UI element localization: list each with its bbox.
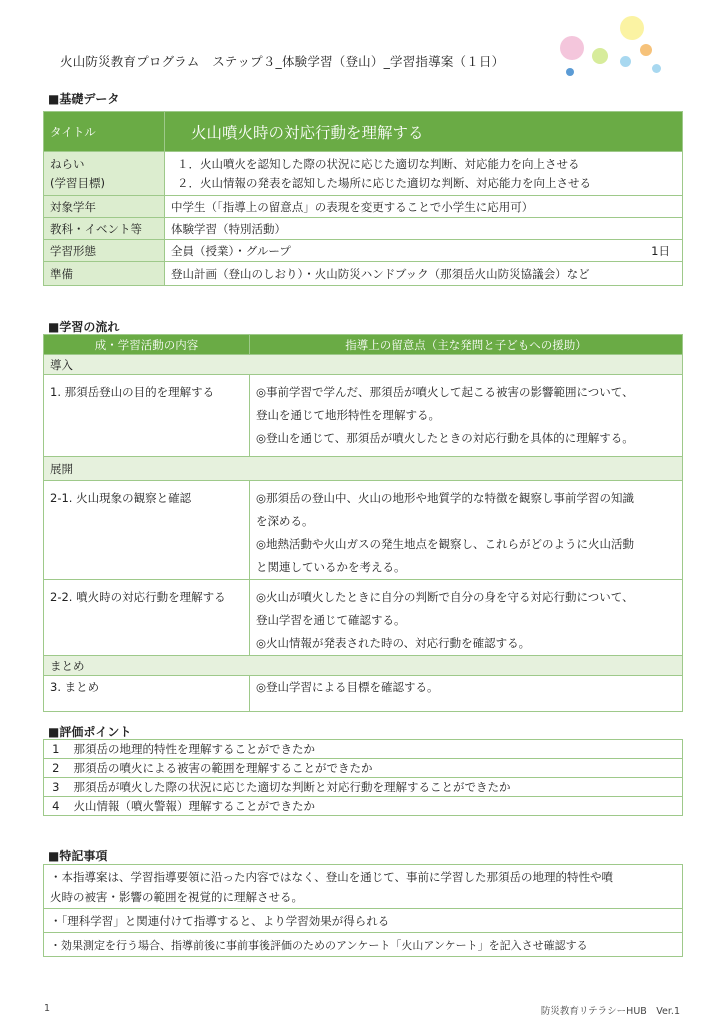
basic-value (165, 240, 683, 262)
basic-row-aim (44, 152, 683, 196)
flow-section-row (44, 656, 683, 676)
evaluation-text: 那須岳が噴火した際の状況に応じた適切な判断と対応行動を理解することができたか (68, 778, 683, 797)
flow-row (44, 481, 683, 580)
decor-dot-yellow (620, 16, 644, 40)
flow-note: 登山を通じて地形特性を理解する。 (256, 408, 440, 422)
basic-row-prep (44, 262, 683, 286)
note-row (44, 865, 683, 909)
basic-value: 登山計画（登山のしおり）・火山防災ハンドブック（那須岳火山防災協議会）など (165, 262, 683, 286)
basic-value: 中学生（「指導上の留意点」の表現を変更することで小学生に応用可） (165, 196, 683, 218)
flow-section-row (44, 355, 683, 375)
section-heading-basic: ■基礎データ (48, 92, 120, 106)
decor-dot-blue (566, 68, 574, 76)
flow-note: ◎登山を通じて、那須岳が噴火したときの対応行動を具体的に理解する。 (256, 431, 634, 445)
note-text: ・「理科学習」と関連付けて指導すると、より学習効果が得られる (44, 909, 683, 933)
flow-note: ◎那須岳の登山中、火山の地形や地質学的な特徴を観察し事前学習の知識 (256, 491, 635, 505)
basic-row-form (44, 240, 683, 262)
flow-row (44, 676, 683, 712)
flow-col-activity: 成・学習活動の内容 (44, 335, 250, 355)
aim-1: １．火山噴火を認知した際の状況に応じた適切な判断、対応能力を向上させる (177, 156, 580, 171)
basic-label: タイトル (44, 112, 165, 152)
section-heading-notes: ■特記事項 (48, 849, 108, 863)
basic-row-subject (44, 218, 683, 240)
basic-label: 教科・イベント等 (44, 218, 165, 240)
basic-label: 対象学年 (44, 196, 165, 218)
flow-note: と関連しているかを考える。 (256, 560, 406, 574)
document-title: 火山防災教育プログラム ステップ３_体験学習（登山）_学習指導案（１日） (60, 54, 505, 69)
evaluation-row (44, 740, 683, 759)
flow-activity: 2-2. 噴火時の対応行動を理解する (44, 580, 250, 656)
flow-note: ◎事前学習で学んだ、那須岳が噴火して起こる被害の影響範囲について、 (256, 385, 634, 399)
flow-notes (250, 375, 683, 457)
flow-activity: 1. 那須岳登山の目的を理解する (44, 375, 250, 457)
basic-value: 体験学習（特別活動） (165, 218, 683, 240)
note-line: 火時の被害・影響の範囲を視覚的に理解させる。 (50, 889, 303, 904)
flow-section-row (44, 457, 683, 481)
evaluation-table (43, 739, 683, 816)
evaluation-text: 火山情報（噴火警報）理解することができたか (68, 797, 683, 816)
note-row (44, 933, 683, 957)
evaluation-number: 2 (44, 759, 68, 778)
notes-table (43, 864, 683, 957)
evaluation-row (44, 797, 683, 816)
flow-section-dev: 展開 (44, 457, 683, 481)
flow-col-notes: 指導上の留意点（主な発問と子どもへの援助） (250, 335, 683, 355)
flow-header-row (44, 335, 683, 355)
flow-notes (250, 481, 683, 580)
duration-value: 1日 (651, 243, 670, 258)
aim-2: ２．火山情報の発表を認知した場所に応じた適切な判断、対応能力を向上させる (177, 175, 591, 190)
decor-dot-orange (640, 44, 652, 56)
evaluation-text: 那須岳の噴火による被害の範囲を理解することができたか (68, 759, 683, 778)
lesson-title: 火山噴火時の対応行動を理解する (165, 112, 683, 152)
basic-label: 学習形態 (44, 240, 165, 262)
learning-flow-table (43, 334, 683, 712)
evaluation-number: 1 (44, 740, 68, 759)
form-value: 全員（授業）・グループ (171, 243, 291, 258)
basic-label (44, 152, 165, 196)
footer-brand: 防災教育リテラシーHUB Ver.1 (540, 1006, 680, 1017)
note-row (44, 909, 683, 933)
evaluation-row (44, 759, 683, 778)
aim-label: ねらい (50, 156, 85, 171)
flow-note: 登山学習を通じて確認する。 (256, 613, 406, 627)
flow-notes (250, 580, 683, 656)
basic-row-grade (44, 196, 683, 218)
note-text (44, 865, 683, 909)
section-heading-flow: ■学習の流れ (48, 320, 120, 334)
flow-notes (250, 676, 683, 712)
note-text: ・効果測定を行う場合、指導前後に事前事後評価のためのアンケート「火山アンケート」を記入させ確認する (44, 933, 683, 957)
flow-note: ◎登山学習による目標を確認する。 (256, 680, 439, 694)
flow-row (44, 375, 683, 457)
flow-section-summary: まとめ (44, 656, 683, 676)
decor-dot-sky (652, 64, 661, 73)
evaluation-row (44, 778, 683, 797)
flow-note: ◎地熱活動や火山ガスの発生地点を観察し、これらがどのように火山活動 (256, 537, 635, 551)
flow-note: ◎火山情報が発表された時の、対応行動を確認する。 (256, 636, 531, 650)
decor-dot-lightblue (620, 56, 631, 67)
evaluation-text: 那須岳の地理的特性を理解することができたか (68, 740, 683, 759)
flow-note: を深める。 (256, 514, 314, 528)
basic-row-title (44, 112, 683, 152)
basic-data-table (43, 111, 683, 286)
section-heading-evaluation: ■評価ポイント (48, 725, 132, 739)
decor-dot-pink (560, 36, 584, 60)
basic-label: 準備 (44, 262, 165, 286)
flow-section-intro: 導入 (44, 355, 683, 375)
flow-row (44, 580, 683, 656)
note-line: ・本指導案は、学習指導要領に沿った内容ではなく、登山を通じて、事前に学習した那須岳の地理的特性や噴 (50, 869, 614, 884)
evaluation-number: 3 (44, 778, 68, 797)
evaluation-number: 4 (44, 797, 68, 816)
page-number: 1 (44, 1003, 51, 1014)
flow-activity: 2-1. 火山現象の観察と確認 (44, 481, 250, 580)
basic-value (165, 152, 683, 196)
flow-note: ◎火山が噴火したときに自分の判断で自分の身を守る対応行動について、 (256, 590, 634, 604)
decor-dot-lime (592, 48, 608, 64)
flow-activity: 3. まとめ (44, 676, 250, 712)
aim-sublabel: (学習目標) (50, 175, 105, 190)
